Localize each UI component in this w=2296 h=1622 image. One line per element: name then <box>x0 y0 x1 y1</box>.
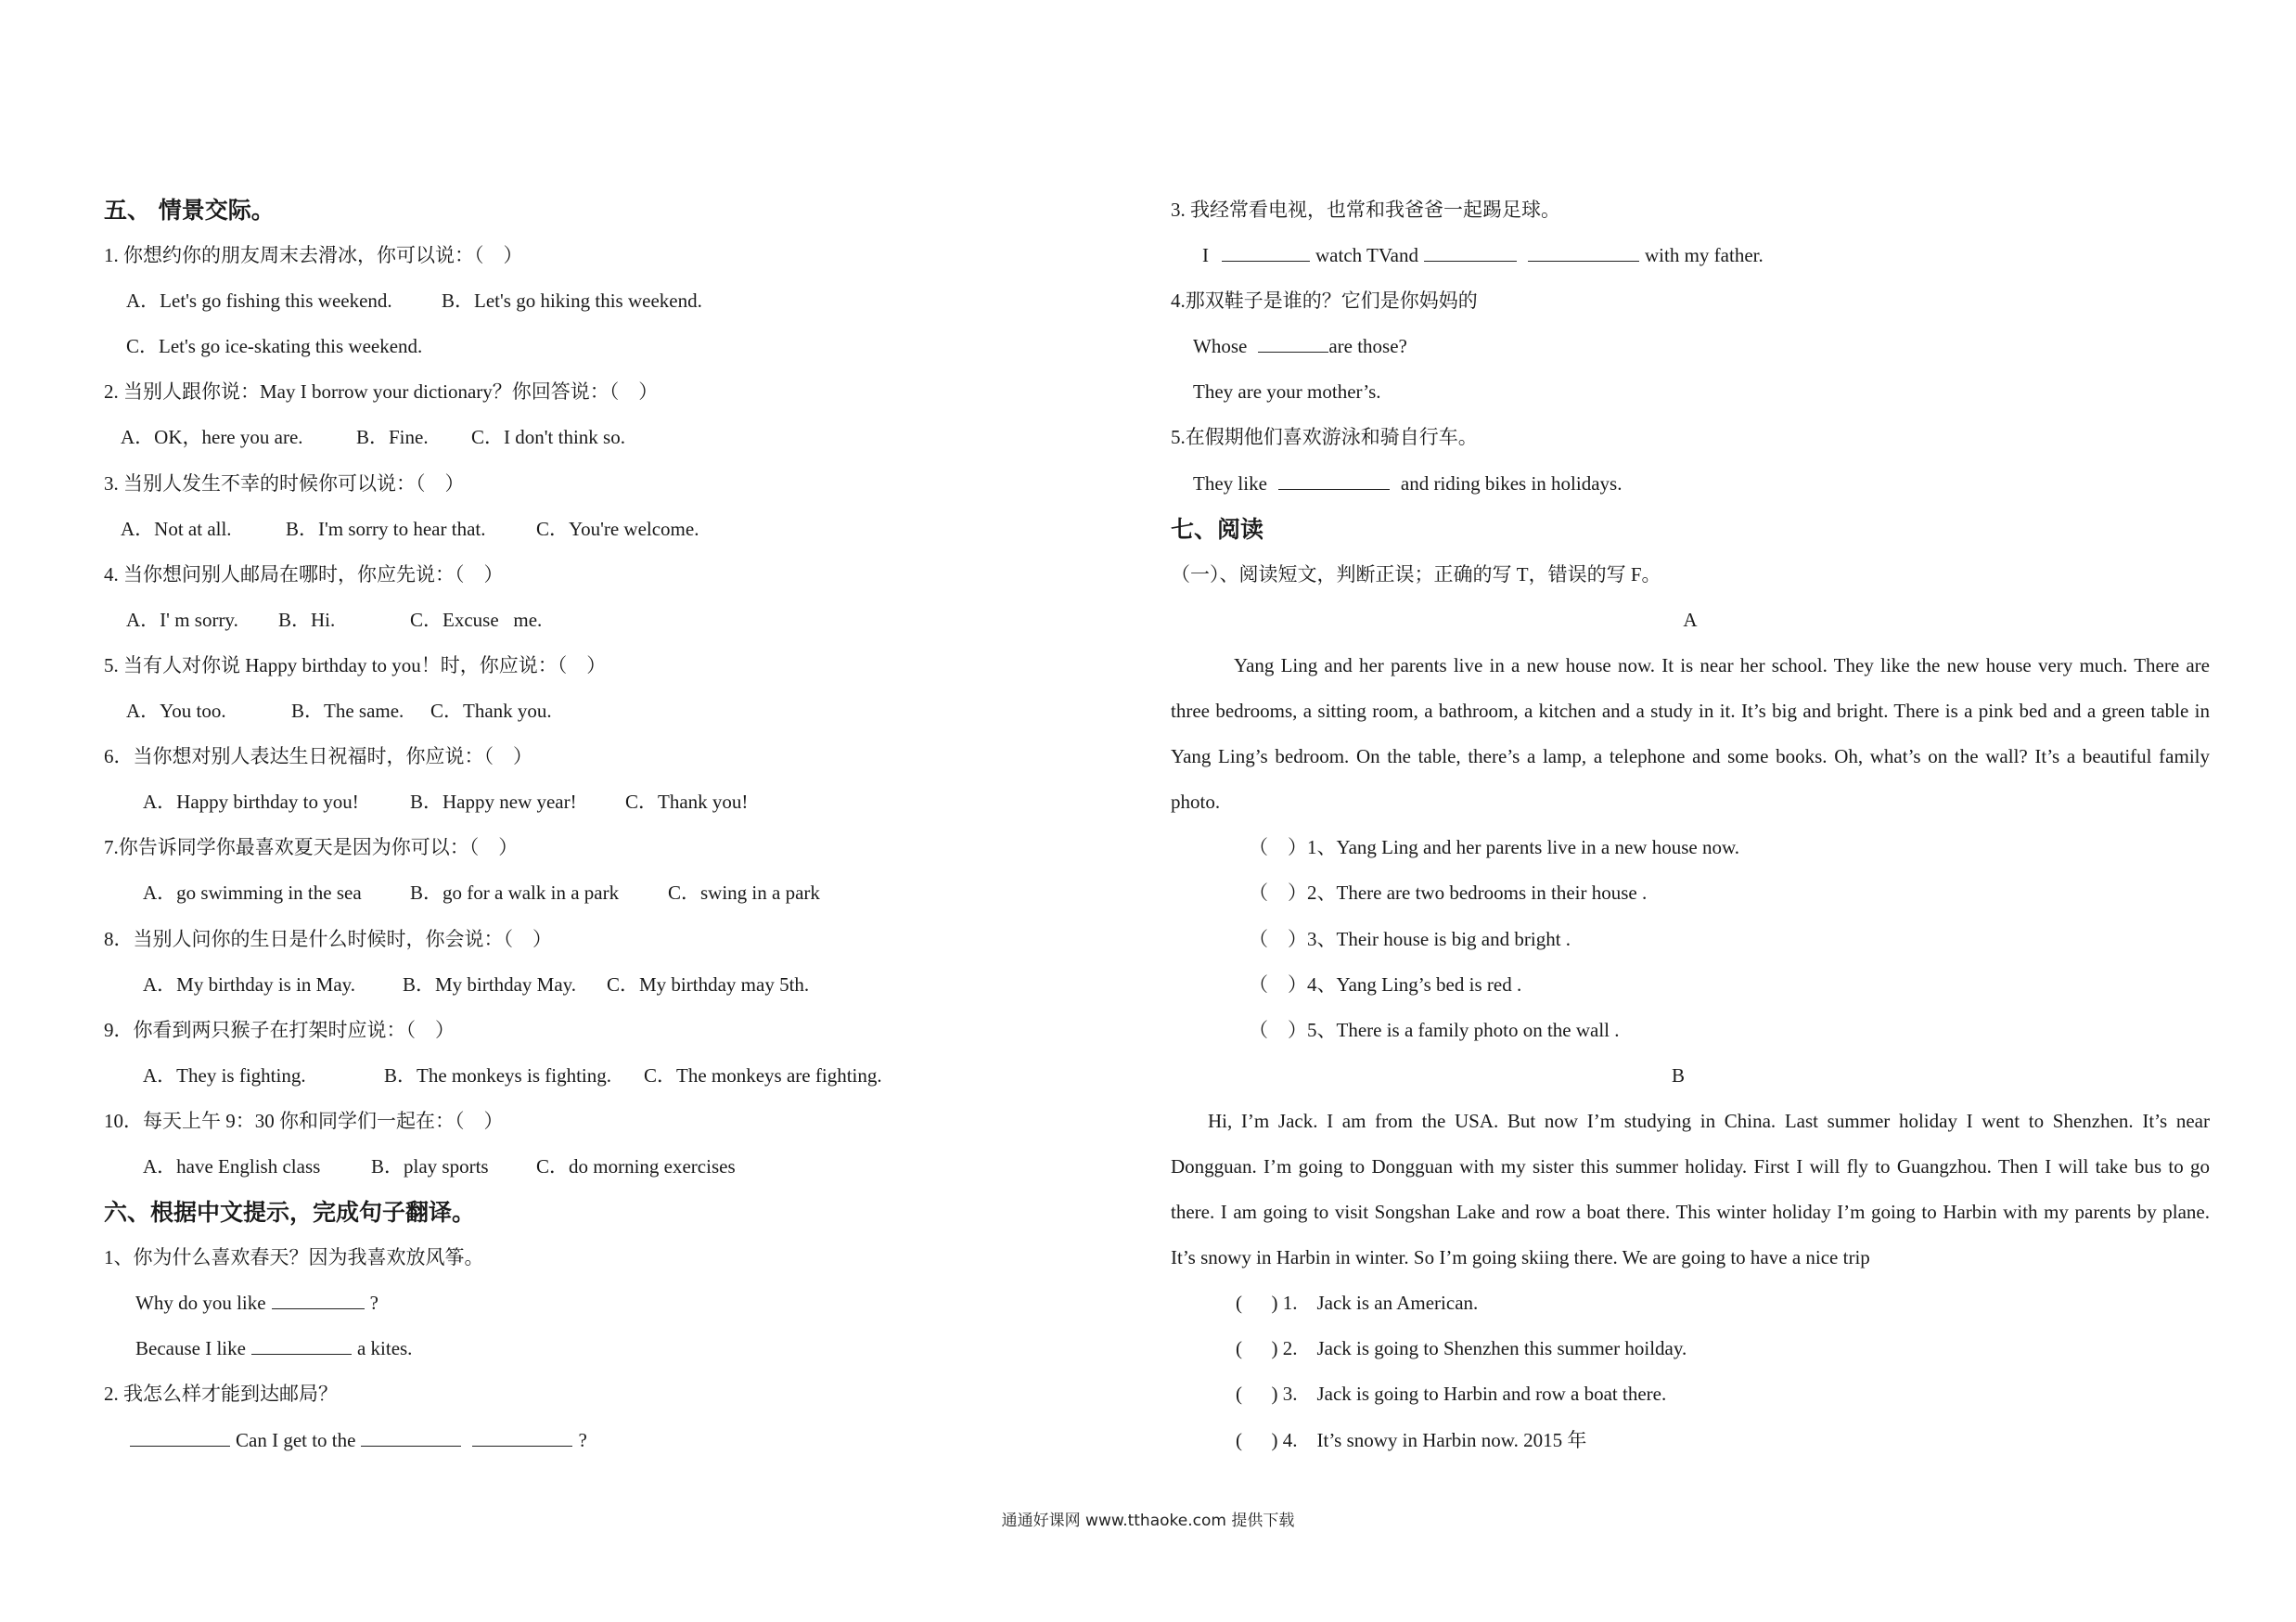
translation-4-chinese: 4.那双鞋子是谁的？它们是你妈妈的 <box>1171 290 1478 313</box>
option-c: C．The monkeys are fighting. <box>644 1063 882 1087</box>
passage-a-item: （ ）2、There are two bedrooms in their house . <box>1249 882 1648 905</box>
option-b: B．Happy new year! <box>410 791 577 814</box>
question-6: 6．当你想对别人表达生日祝福时，你应说：（ ） <box>104 745 532 768</box>
translation-1-line-1: Why do you like ? <box>135 1292 378 1315</box>
passage-a-item: （ ）3、Their house is big and bright . <box>1249 927 1571 950</box>
question-2: 2. 当别人跟你说：May I borrow your dictionary？你回答说：（ ） <box>104 380 659 404</box>
passage-a-text: Yang Ling and her parents live in a new house now. It is near her school. They like the new house very much. There are three bedrooms, a sitting room, a bathroom, a kitchen and a study in it. It’s big and bright. There is a pink bed and a green table in Yang Ling’s bedroom. On the table, there’s a lamp, a telephone and some books. Oh, what’s on the wall? It’s a beautiful family photo. <box>1171 653 2210 814</box>
left-column <box>104 187 1115 1463</box>
option-a: A．have English class <box>143 1154 321 1178</box>
question-4: 4. 当你想问别人邮局在哪时，你应先说：（ ） <box>104 562 504 586</box>
option-a: A．go swimming in the sea <box>143 882 362 905</box>
translation-5-line: They like and riding bikes in holidays. <box>1193 471 1623 495</box>
passage-a-label: A <box>1683 608 1698 631</box>
answer-blank[interactable] <box>130 1427 230 1447</box>
option-b: B．I'm sorry to hear that. <box>286 517 486 540</box>
option-b: B．go for a walk in a park <box>410 882 620 905</box>
answer-blank[interactable] <box>361 1427 461 1447</box>
answer-blank[interactable] <box>1278 470 1390 490</box>
option-b: B．The monkeys is fighting. <box>384 1063 611 1087</box>
option-b: B．Hi. <box>278 608 336 631</box>
translation-5-chinese: 5.在假期他们喜欢游泳和骑自行车。 <box>1171 426 1478 449</box>
option-c: C．You're welcome. <box>536 517 699 540</box>
question-7: 7.你告诉同学你最喜欢夏天是因为你可以：（ ） <box>104 836 519 859</box>
question-6-options <box>104 779 1115 825</box>
section-5-title: 五、 情景交际。 <box>104 197 275 224</box>
option-a: A．They is fighting. <box>143 1063 306 1087</box>
translation-2-line: Can I get to the ? <box>104 1418 1115 1463</box>
answer-blank[interactable] <box>1528 242 1639 262</box>
option-a: A．Not at all. <box>121 517 232 540</box>
right-column <box>1171 187 2210 1463</box>
option-b: B．Fine. <box>356 426 429 449</box>
option-a: A．You too. <box>126 700 226 723</box>
reading-instruction: （一）、阅读短文，判断正误；正确的写 T，错误的写 F。 <box>1171 562 1661 586</box>
option-c: C．do morning exercises <box>536 1154 736 1178</box>
question-1-options-2 <box>104 324 1115 369</box>
option-b: B．The same. <box>291 700 404 723</box>
option-c: C．I don't think so. <box>471 426 625 449</box>
translation-2-chinese: 2. 我怎么样才能到达邮局？ <box>104 1383 338 1406</box>
question-7-options <box>104 870 1115 916</box>
question-8: 8．当别人问你的生日是什么时候时，你会说：（ ） <box>104 927 552 950</box>
translation-4-line-1: Whose are those? <box>1193 335 1407 358</box>
answer-blank[interactable] <box>1222 242 1310 262</box>
question-8-options <box>104 962 1115 1008</box>
translation-1-chinese: 1、你为什么喜欢春天？因为我喜欢放风筝。 <box>104 1246 484 1269</box>
question-1-options <box>104 278 1115 324</box>
passage-b-label: B <box>1671 1063 1685 1087</box>
passage-a-item: （ ）5、There is a family photo on the wall . <box>1249 1018 1620 1041</box>
option-c: C．Thank you. <box>430 700 552 723</box>
question-5-options <box>104 689 1115 734</box>
passage-a-item: （ ）1、Yang Ling and her parents live in a new house now. <box>1249 836 1739 859</box>
translation-3-chinese: 3. 我经常看电视，也常和我爸爸一起踢足球。 <box>1171 199 1560 221</box>
translation-1-line-2: Because I like a kites. <box>135 1337 413 1360</box>
option-b: B．Let's go hiking this weekend. <box>442 290 702 313</box>
option-a: A．Happy birthday to you! <box>143 791 359 814</box>
section-7-title: 七、阅读 <box>1171 515 1264 543</box>
translation-3-line: I watch TVand with my father. <box>1202 244 1764 267</box>
option-a: A．Let's go fishing this weekend. <box>126 290 392 313</box>
answer-blank[interactable] <box>272 1290 365 1309</box>
question-5: 5. 当有人对你说 Happy birthday to you！时，你应说：（ ） <box>104 653 607 676</box>
question-2-options <box>104 415 1115 460</box>
option-c: C．Excuse me. <box>410 608 543 631</box>
option-c: C．My birthday may 5th. <box>607 972 810 996</box>
passage-b-item: ( ) 2. Jack is going to Shenzhen this summer hoilday. <box>1236 1337 1687 1360</box>
passage-b-text: Hi, I’m Jack. I am from the USA. But now I’m studying in China. Last summer holiday I went to Shenzhen. It’s near Dongguan. I’m going to Dongguan with my sister this summer holiday. First I will fly to Guangzhou. Then I will take bus to go there. I am going to visit Songshan Lake and row a boat there. This winter holiday I’m going to Harbin with my parents by plane. It’s snowy in Harbin in winter. So I’m going skiing there. We are going to have a nice trip <box>1171 1109 2210 1269</box>
question-4-options <box>104 598 1115 643</box>
passage-a-item: （ ）4、Yang Ling’s bed is red . <box>1249 972 1522 996</box>
question-9: 9．你看到两只猴子在打架时应说：（ ） <box>104 1018 455 1041</box>
question-10-options <box>104 1144 1115 1190</box>
answer-blank[interactable] <box>1258 333 1328 353</box>
passage-b-item: ( ) 4. It’s snowy in Harbin now. 2015 年 <box>1236 1428 1587 1451</box>
option-b: B．play sports <box>371 1154 489 1178</box>
option-c: C．Let's go ice-skating this weekend. <box>126 335 423 358</box>
option-c: C．swing in a park <box>668 882 820 905</box>
question-3-options <box>104 507 1115 552</box>
option-a: A．My birthday is in May. <box>143 972 356 996</box>
option-a: A．I' m sorry. <box>126 608 238 631</box>
option-a: A．OK，here you are. <box>121 426 303 449</box>
answer-blank[interactable] <box>472 1427 572 1447</box>
option-c: C．Thank you! <box>625 791 749 814</box>
section-6-title: 六、根据中文提示，完成句子翻译。 <box>104 1199 476 1227</box>
passage-b-item: ( ) 3. Jack is going to Harbin and row a boat there. <box>1236 1383 1667 1406</box>
question-9-options <box>104 1053 1115 1099</box>
answer-blank[interactable] <box>1424 242 1517 262</box>
page-footer: 通通好课网 www.tthaoke.com 提供下载 <box>1001 1512 1295 1530</box>
translation-4-line-2: They are your mother’s. <box>1193 380 1381 404</box>
question-3: 3. 当别人发生不幸的时候你可以说：（ ） <box>104 471 465 495</box>
passage-b-item: ( ) 1. Jack is an American. <box>1236 1292 1479 1315</box>
answer-blank[interactable] <box>251 1335 352 1355</box>
question-10: 10．每天上午 9：30 你和同学们一起在：（ ） <box>104 1109 504 1132</box>
option-b: B．My birthday May. <box>403 972 577 996</box>
question-1: 1. 你想约你的朋友周末去滑冰，你可以说：（ ） <box>104 244 523 267</box>
